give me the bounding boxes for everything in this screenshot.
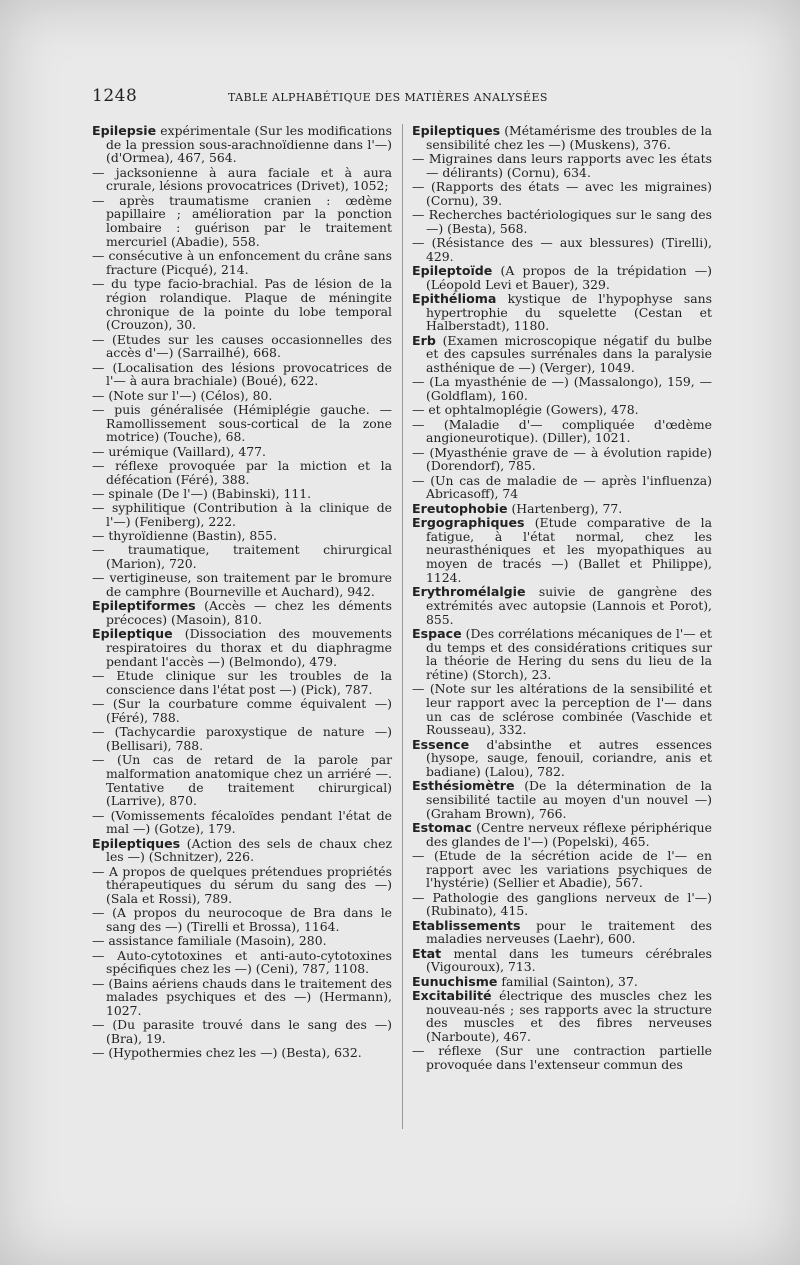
entry-text: — réflexe (Sur une contraction partielle provoquée dans l'extenseur commun des: [412, 1043, 712, 1073]
entry-text: — (Rapports des états — avec les migraines) (Cornu), 39.: [412, 179, 712, 208]
index-subentry: [92, 753, 392, 808]
index-subentry: [412, 375, 712, 402]
entry-text: — (Localisation des lésions provocatrices de l'— à aura brachiale) (Boué), 622.: [92, 359, 392, 389]
entry-text: — A propos de quelques prétendues propriétés thérapeutiques du sérum du sang des —) (Sala et Rossi), 789.: [92, 863, 392, 906]
entry-text: — spinale (De l'—) (Babinski), 111.: [92, 485, 312, 501]
entry-text: (De la détermination de la sensibilité tactile au moyen d'un nouvel —) (Graham Brown), 766.: [426, 778, 712, 821]
index-subentry: [412, 474, 712, 501]
index-subentry: [412, 208, 712, 235]
entry-text: (Des corrélations mécaniques de l'— et du temps et des considérations critiques sur la théorie de Hering du sens du lieu de la rétine) (Storch), 23.: [426, 625, 712, 682]
entry-text: (Etude comparative de la fatigue, à l'état normal, chez les neurasthéniques et les myopathiques au moyen de tracés —) (Ballet et Philippe), 1124.: [426, 515, 712, 585]
index-subentry: [412, 403, 712, 417]
index-subentry: [412, 1044, 712, 1071]
index-entry: [412, 975, 712, 989]
entry-headword: Erb: [412, 332, 436, 348]
index-subentry: [92, 249, 392, 276]
index-column-right: [412, 124, 712, 1072]
index-subentry: [92, 725, 392, 752]
entry-text: — puis généralisée (Hémiplégie gauche. — Ramollissement sous-cortical de la zone motrice) (Touche), 68.: [92, 401, 392, 445]
entry-text: — (Tachycardie paroxystique de nature —) (Bellisari), 788.: [92, 724, 392, 753]
index-entry: [412, 947, 712, 974]
index-subentry: [92, 166, 392, 193]
entry-headword: Essence: [412, 736, 470, 752]
entry-text: — (Résistance des — aux blessures) (Tirelli), 429.: [412, 235, 712, 264]
entry-text: — syphilitique (Contribution à la clinique de l'—) (Feniberg), 222.: [92, 500, 392, 529]
index-subentry: [92, 445, 392, 459]
entry-text: — réflexe provoquée par la miction et la défécation (Féré), 388.: [92, 457, 392, 487]
index-entry: [412, 989, 712, 1044]
index-subentry: [92, 809, 392, 836]
entry-text: — (Maladie d'— compliquée d'œdème angioneurotique). (Diller), 1021.: [412, 416, 712, 446]
index-subentry: [92, 571, 392, 598]
index-entry: [92, 124, 392, 165]
index-subentry: [412, 891, 712, 918]
entry-text: — après traumatisme cranien : œdème papillaire ; amélioration par la ponction lombaire : guérison par le traitement mercuriel (Abadie), 558.: [92, 192, 392, 249]
index-subentry: [92, 949, 392, 976]
index-column-left: [92, 124, 392, 1061]
entry-text: — Migraines dans leurs rapports avec les états — délirants) (Cornu), 634.: [412, 151, 712, 180]
index-subentry: [92, 333, 392, 360]
entry-headword: Epileptique: [92, 626, 173, 642]
entry-text: — (Myasthénie grave de — à évolution rapide) (Dorendorf), 785.: [412, 444, 712, 474]
index-subentry: [412, 682, 712, 737]
entry-text: — Auto-cytotoxines et anti-auto-cytotoxines spécifiques chez les —) (Ceni), 787, 1108.: [92, 947, 392, 977]
index-entry: [412, 502, 712, 516]
entry-text: — (Note sur l'—) (Célos), 80.: [92, 387, 273, 403]
index-subentry: [92, 529, 392, 543]
index-subentry: [92, 389, 392, 403]
entry-text: — et ophtalmoplégie (Gowers), 478.: [412, 402, 639, 418]
entry-text: — consécutive à un enfoncement du crâne sans fracture (Picqué), 214.: [92, 248, 392, 277]
index-subentry: [92, 865, 392, 906]
entry-headword: Ereutophobie: [412, 500, 508, 516]
index-subentry: [92, 277, 392, 332]
index-entry: [412, 919, 712, 946]
entry-headword: Erythromélalgie: [412, 584, 526, 600]
index-subentry: [412, 236, 712, 263]
entry-headword: Epithélioma: [412, 291, 497, 306]
entry-text: pour le traitement des maladies nerveuses (Laehr), 600.: [426, 917, 712, 947]
entry-text: — urémique (Vaillard), 477.: [92, 443, 266, 459]
entry-headword: Epileptiques: [92, 835, 181, 851]
running-title: TABLE ALPHABÉTIQUE DES MATIÈRES ANALYSÉES: [228, 91, 548, 104]
entry-headword: Etablissements: [412, 917, 521, 933]
index-entry: [412, 779, 712, 820]
entry-text: — (Vomissements fécaloïdes pendant l'état de mal —) (Gotze), 179.: [92, 807, 392, 837]
page-number: 1248: [92, 86, 138, 106]
index-subentry: [92, 487, 392, 501]
entry-text: — (Etudes sur les causes occasionnelles des accès d'—) (Sarrailhé), 668.: [92, 331, 392, 361]
index-subentry: [92, 459, 392, 486]
index-entry: [412, 585, 712, 626]
index-entry: [412, 516, 712, 585]
index-subentry: [92, 194, 392, 249]
entry-text: d'absinthe et autres essences (hysope, sauge, fenouil, coriandre, anis et badiane) (Lalou), 782.: [426, 736, 712, 780]
page-header: [92, 86, 712, 110]
entry-text: — Recherches bactériologiques sur le sang des —) (Besta), 568.: [412, 207, 712, 236]
entry-text: kystique de l'hypophyse sans hypertrophie du squelette (Cestan et Halberstadt), 1180.: [426, 291, 712, 334]
entry-text: familial (Sainton), 37.: [501, 973, 638, 989]
index-subentry: [412, 152, 712, 179]
index-subentry: [92, 361, 392, 388]
entry-headword: Epileptiques: [412, 123, 501, 138]
index-subentry: [92, 697, 392, 724]
entry-text: (Examen microscopique négatif du bulbe et des capsules surrénales dans la paralysie asthénique de —) (Verger), 1049.: [426, 332, 712, 376]
entry-headword: Espace: [412, 625, 462, 641]
index-entry: [92, 599, 392, 626]
entry-text: (Hartenberg), 77.: [511, 500, 623, 516]
entry-text: — du type facio-brachial. Pas de lésion de la région rolandique. Plaque de méningite chronique de la pointe du lobe temporal (Crouzon), 30.: [92, 276, 392, 333]
index-subentry: [412, 849, 712, 890]
column-divider: [402, 124, 403, 1129]
index-subentry: [92, 1046, 392, 1060]
entry-text: — (Etude de la sécrétion acide de l'— en rapport avec les variations psychiques de l'hystérie) (Sellier et Abadie), 567.: [412, 848, 712, 891]
entry-text: — (Un cas de retard de la parole par malformation anatomique chez un arriéré —. Tentative de traitement chirurgical) (Larrive), 870.: [92, 752, 392, 809]
entry-text: — (Du parasite trouvé dans le sang des —) (Bra), 19.: [92, 1017, 392, 1046]
index-subentry: [412, 446, 712, 473]
entry-headword: Epileptoïde: [412, 263, 493, 278]
entry-headword: Epileptiformes: [92, 598, 196, 614]
entry-text: — (Bains aériens chauds dans le traitement des malades psychiques et des —) (Hermann), 1027.: [92, 975, 392, 1018]
entry-text: — assistance familiale (Masoin), 280.: [92, 933, 327, 949]
entry-text: — (Hypothermies chez les —) (Besta), 632.: [92, 1045, 362, 1061]
entry-text: — (Un cas de maladie de — après l'influenza) Abricasoff), 74: [412, 472, 712, 502]
entry-headword: Excitabilité: [412, 988, 492, 1004]
entry-text: suivie de gangrène des extrémités avec autopsie (Lannois et Porot), 855.: [426, 584, 712, 627]
index-entry: [92, 837, 392, 864]
entry-text: — Pathologie des ganglions nerveux de l'—) (Rubinato), 415.: [412, 889, 712, 919]
entry-text: — thyroïdienne (Bastin), 855.: [92, 528, 278, 544]
entry-text: (Accès — chez les déments précoces) (Masoin), 810.: [106, 598, 392, 628]
entry-text: — (Sur la courbature comme équivalent —) (Féré), 788.: [92, 696, 392, 725]
index-entry: [412, 821, 712, 848]
entry-text: (Dissociation des mouvements respiratoires du thorax et du diaphragme pendant l'accès —) (Belmondo), 479.: [106, 626, 392, 669]
entry-headword: Esthésiomètre: [412, 778, 515, 794]
index-entry: [92, 627, 392, 668]
index-subentry: [412, 180, 712, 207]
entry-text: (Centre nerveux réflexe périphérique des glandes de l'—) (Popelski), 465.: [426, 820, 712, 849]
entry-text: — vertigineuse, son traitement par le bromure de camphre (Bourneville et Auchard), 942.: [92, 570, 392, 600]
index-subentry: [412, 418, 712, 445]
entry-headword: Ergographiques: [412, 515, 525, 530]
entry-text: (Métamérisme des troubles de la sensibilité chez les —) (Muskens), 376.: [426, 123, 712, 152]
index-entry: [412, 738, 712, 779]
index-subentry: [92, 1018, 392, 1045]
entry-text: — Etude clinique sur les troubles de la conscience dans l'état post —) (Pick), 787.: [92, 668, 392, 697]
entry-text: expérimentale (Sur les modifications de la pression sous-arachnoïdienne dans l'—) (d'Ormea), 467, 564.: [106, 123, 392, 166]
index-subentry: [92, 403, 392, 444]
index-subentry: [92, 669, 392, 696]
entry-text: mental dans les tumeurs cérébrales (Vigouroux), 713.: [426, 945, 712, 975]
entry-text: (Action des sels de chaux chez les —) (Schnitzer), 226.: [106, 835, 392, 865]
entry-headword: Eunuchisme: [412, 973, 498, 989]
entry-headword: Estomac: [412, 820, 472, 836]
entry-text: — (Note sur les altérations de la sensibilité et leur rapport avec la perception de l'— dans un cas de sclérose combinée (Vaschide et Rousseau), 332.: [412, 681, 712, 738]
entry-text: — (La myasthénie de —) (Massalongo), 159, —(Goldflam), 160.: [412, 374, 712, 404]
entry-headword: Epilepsie: [92, 123, 157, 138]
index-subentry: [92, 977, 392, 1018]
index-subentry: [92, 501, 392, 528]
entry-headword: Etat: [412, 945, 442, 961]
index-entry: [412, 264, 712, 291]
entry-text: — jacksonienne à aura faciale et à aura crurale, lésions provocatrices (Drivet), 1052;: [92, 164, 392, 194]
entry-text: — traumatique, traitement chirurgical (Marion), 720.: [92, 542, 392, 572]
entry-text: (A propos de la trépidation —) (Léopold Levi et Bauer), 329.: [426, 263, 712, 292]
index-entry: [412, 124, 712, 151]
entry-text: — (A propos du neurocoque de Bra dans le sang des —) (Tirelli et Brossa), 1164.: [92, 905, 392, 934]
index-subentry: [92, 906, 392, 933]
index-entry: [412, 292, 712, 333]
index-subentry: [92, 934, 392, 948]
index-subentry: [92, 543, 392, 570]
entry-text: électrique des muscles chez les nouveau-nés ; ses rapports avec la structure des muscles et des fibres nerveuses (Narboute), 467.: [426, 988, 712, 1045]
index-entry: [412, 627, 712, 682]
index-entry: [412, 334, 712, 375]
